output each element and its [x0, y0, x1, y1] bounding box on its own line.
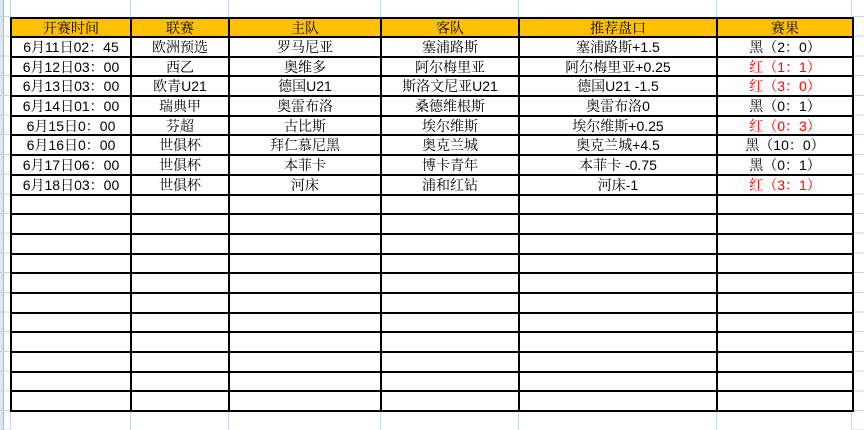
cell-empty[interactable] — [131, 234, 229, 254]
gridline — [851, 0, 852, 17]
cell-home[interactable]: 拜仁慕尼黑 — [229, 135, 381, 155]
cell-result[interactable]: 红（1：1） — [717, 57, 853, 77]
table-row — [11, 155, 853, 175]
cell-empty[interactable] — [717, 391, 853, 411]
cell-handicap[interactable]: 德国U21 -1.5 — [519, 76, 717, 96]
gridline — [0, 16, 10, 17]
cell-result[interactable]: 黑（10：0） — [717, 135, 853, 155]
cell-handicap[interactable]: 埃尔维斯+0.25 — [519, 116, 717, 136]
cell-empty[interactable] — [11, 254, 131, 274]
table-row — [11, 116, 853, 136]
cell-empty[interactable] — [519, 372, 717, 392]
cell-league[interactable]: 世俱杯 — [131, 175, 229, 195]
cell-empty[interactable] — [717, 293, 853, 313]
table-row-empty — [11, 214, 853, 234]
cell-empty[interactable] — [229, 391, 381, 411]
gridline — [716, 411, 717, 430]
cell-empty[interactable] — [131, 372, 229, 392]
table-row — [11, 76, 853, 96]
header-kickoff-time[interactable]: 开赛时间 — [11, 18, 131, 37]
cell-empty[interactable] — [229, 313, 381, 333]
cell-home[interactable]: 罗马尼亚 — [229, 37, 381, 57]
cell-empty[interactable] — [11, 234, 131, 254]
cell-away[interactable]: 浦和红钻 — [381, 175, 519, 195]
cell-empty[interactable] — [519, 391, 717, 411]
table-row-empty — [11, 352, 853, 372]
cell-empty[interactable] — [717, 352, 853, 372]
cell-league[interactable]: 世俱杯 — [131, 135, 229, 155]
table-row — [11, 96, 853, 116]
cell-empty[interactable] — [381, 293, 519, 313]
table-row-empty — [11, 391, 853, 411]
cell-league[interactable]: 欧洲预选 — [131, 37, 229, 57]
cell-handicap[interactable]: 塞浦路斯+1.5 — [519, 37, 717, 57]
cell-home[interactable]: 古比斯 — [229, 116, 381, 136]
cell-empty[interactable] — [229, 352, 381, 372]
cell-empty[interactable] — [229, 214, 381, 234]
match-schedule-table — [10, 17, 854, 412]
cell-empty[interactable] — [131, 332, 229, 352]
cell-empty[interactable] — [381, 391, 519, 411]
cell-empty[interactable] — [519, 273, 717, 293]
cell-empty[interactable] — [381, 372, 519, 392]
cell-time[interactable]: 6月18日03：00 — [11, 175, 131, 195]
table-row — [11, 57, 853, 77]
gridline — [851, 411, 852, 430]
cell-empty[interactable] — [229, 234, 381, 254]
cell-result[interactable]: 红（3：0） — [717, 76, 853, 96]
cell-empty[interactable] — [381, 214, 519, 234]
gridline — [130, 411, 131, 430]
cell-empty[interactable] — [519, 352, 717, 372]
cell-result[interactable]: 黑（0：1） — [717, 155, 853, 175]
cell-empty[interactable] — [229, 254, 381, 274]
cell-empty[interactable] — [131, 254, 229, 274]
cell-away[interactable]: 博卡青年 — [381, 155, 519, 175]
cell-empty[interactable] — [229, 273, 381, 293]
cell-empty[interactable] — [11, 273, 131, 293]
cell-away[interactable]: 埃尔维斯 — [381, 116, 519, 136]
cell-empty[interactable] — [717, 254, 853, 274]
cell-empty[interactable] — [519, 234, 717, 254]
cell-empty[interactable] — [131, 273, 229, 293]
cell-empty[interactable] — [717, 195, 853, 215]
cell-empty[interactable] — [11, 372, 131, 392]
cell-result[interactable]: 红（0：3） — [717, 116, 853, 136]
cell-empty[interactable] — [381, 254, 519, 274]
cell-away[interactable]: 桑德维根斯 — [381, 96, 519, 116]
cell-empty[interactable] — [519, 214, 717, 234]
gridline — [518, 0, 519, 17]
cell-empty[interactable] — [717, 332, 853, 352]
cell-result[interactable]: 红（3：1） — [717, 175, 853, 195]
table-row — [11, 135, 853, 155]
header-home-team[interactable]: 主队 — [229, 18, 381, 37]
cell-empty[interactable] — [717, 372, 853, 392]
cell-away[interactable]: 奥克兰城 — [381, 135, 519, 155]
cell-empty[interactable] — [519, 293, 717, 313]
cell-empty[interactable] — [381, 332, 519, 352]
cell-handicap[interactable]: 阿尔梅里亚+0.25 — [519, 57, 717, 77]
cell-empty[interactable] — [131, 313, 229, 333]
cell-time[interactable]: 6月17日06：00 — [11, 155, 131, 175]
gridline — [10, 411, 11, 430]
cell-empty[interactable] — [131, 352, 229, 372]
table-row-empty — [11, 332, 853, 352]
cell-empty[interactable] — [131, 293, 229, 313]
table-row-empty — [11, 372, 853, 392]
cell-handicap[interactable]: 奥克兰城+4.5 — [519, 135, 717, 155]
cell-result[interactable]: 黑（2：0） — [717, 37, 853, 57]
cell-league[interactable]: 欧青U21 — [131, 76, 229, 96]
cell-empty[interactable] — [11, 293, 131, 313]
table-row-empty — [11, 273, 853, 293]
gridline — [228, 0, 229, 17]
gridline — [716, 0, 717, 17]
cell-empty[interactable] — [381, 352, 519, 372]
cell-league[interactable]: 世俱杯 — [131, 155, 229, 175]
table-row-empty — [11, 254, 853, 274]
cell-handicap[interactable]: 河床-1 — [519, 175, 717, 195]
cell-empty[interactable] — [131, 391, 229, 411]
cell-empty[interactable] — [717, 313, 853, 333]
table-row-empty — [11, 234, 853, 254]
gridline — [380, 411, 381, 430]
table-row-empty — [11, 195, 853, 215]
cell-time[interactable]: 6月14日01：00 — [11, 96, 131, 116]
cell-empty[interactable] — [519, 254, 717, 274]
cell-empty[interactable] — [381, 313, 519, 333]
cell-away[interactable]: 塞浦路斯 — [381, 37, 519, 57]
cell-empty[interactable] — [131, 195, 229, 215]
gridlines-left-gutter — [0, 17, 10, 430]
cell-empty[interactable] — [11, 195, 131, 215]
header-row — [11, 18, 853, 37]
cell-empty[interactable] — [519, 313, 717, 333]
cell-time[interactable]: 6月11日02：45 — [11, 37, 131, 57]
gridline — [380, 0, 381, 17]
cell-home[interactable]: 德国U21 — [229, 76, 381, 96]
cell-time[interactable]: 6月12日03：00 — [11, 57, 131, 77]
cell-empty[interactable] — [131, 214, 229, 234]
cell-home[interactable]: 河床 — [229, 175, 381, 195]
cell-empty[interactable] — [11, 332, 131, 352]
cell-empty[interactable] — [11, 214, 131, 234]
cell-empty[interactable] — [229, 195, 381, 215]
cell-away[interactable]: 阿尔梅里亚 — [381, 57, 519, 77]
cell-empty[interactable] — [229, 293, 381, 313]
table-row-empty — [11, 293, 853, 313]
cell-empty[interactable] — [717, 214, 853, 234]
cell-empty[interactable] — [519, 195, 717, 215]
cell-empty[interactable] — [11, 313, 131, 333]
cell-empty[interactable] — [11, 391, 131, 411]
cell-empty[interactable] — [381, 273, 519, 293]
cell-home[interactable]: 奥雷布洛 — [229, 96, 381, 116]
cell-empty[interactable] — [717, 273, 853, 293]
cell-empty[interactable] — [519, 332, 717, 352]
gridline — [518, 411, 519, 430]
header-league[interactable]: 联赛 — [131, 18, 229, 37]
cell-time[interactable]: 6月16日0：00 — [11, 135, 131, 155]
gridline — [228, 411, 229, 430]
cell-empty[interactable] — [229, 372, 381, 392]
header-away-team[interactable]: 客队 — [381, 18, 519, 37]
cell-home[interactable]: 奥维多 — [229, 57, 381, 77]
table-row — [11, 37, 853, 57]
cell-league[interactable]: 芬超 — [131, 116, 229, 136]
cell-away[interactable]: 斯洛文尼亚U21 — [381, 76, 519, 96]
cell-result[interactable]: 黑（0：1） — [717, 96, 853, 116]
header-recommended-handicap[interactable]: 推荐盘口 — [519, 18, 717, 37]
cell-empty[interactable] — [381, 195, 519, 215]
cell-time[interactable]: 6月15日0：00 — [11, 116, 131, 136]
cell-empty[interactable] — [381, 234, 519, 254]
cell-empty[interactable] — [11, 352, 131, 372]
cell-empty[interactable] — [717, 234, 853, 254]
cell-time[interactable]: 6月13日03：00 — [11, 76, 131, 96]
header-result[interactable]: 赛果 — [717, 18, 853, 37]
cell-home[interactable]: 本菲卡 — [229, 155, 381, 175]
table-row-empty — [11, 313, 853, 333]
cell-empty[interactable] — [229, 332, 381, 352]
table-row — [11, 175, 853, 195]
gridline — [10, 0, 11, 17]
cell-league[interactable]: 西乙 — [131, 57, 229, 77]
gridline — [130, 0, 131, 17]
cell-handicap[interactable]: 奥雷布洛0 — [519, 96, 717, 116]
cell-league[interactable]: 瑞典甲 — [131, 96, 229, 116]
cell-handicap[interactable]: 本菲卡 -0.75 — [519, 155, 717, 175]
